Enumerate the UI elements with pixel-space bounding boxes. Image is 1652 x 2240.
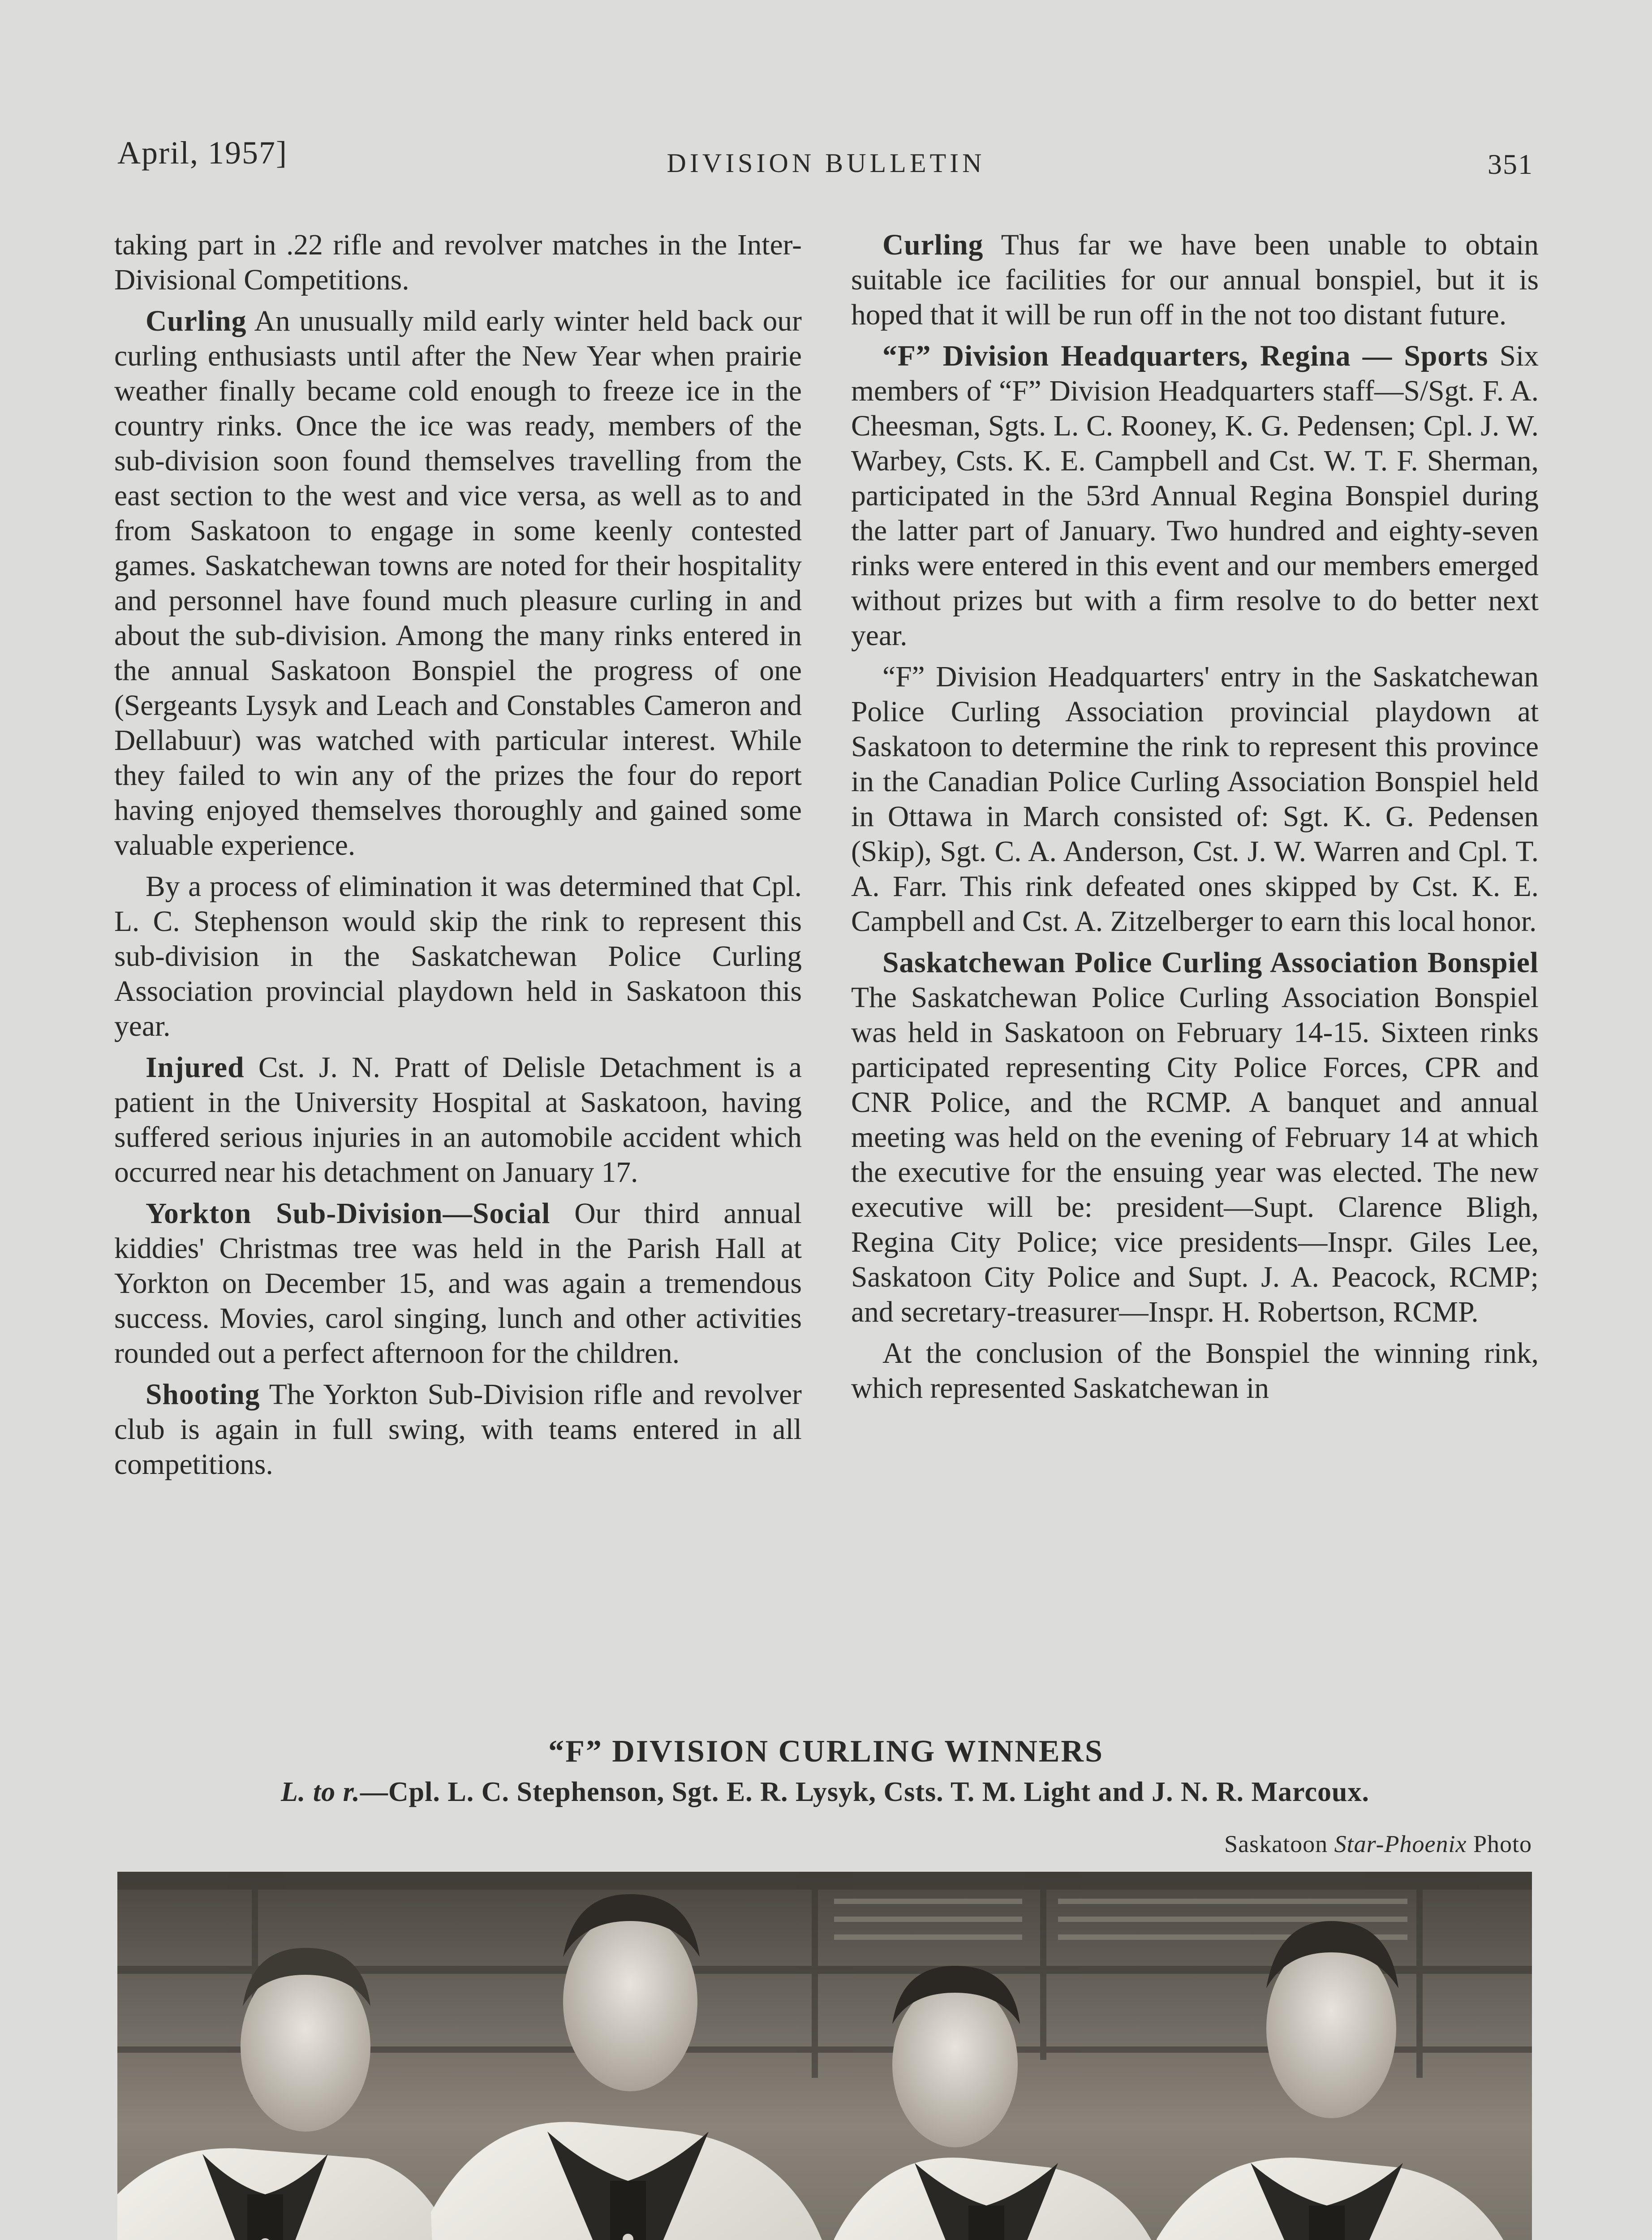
article-paragraph: [851, 659, 1539, 939]
paragraph-text: The Saskatchewan Police Curling Association Bonspiel was held in Saskatoon on February 14-15. Sixteen rinks participated representing City Police Forces, CPR and CNR Police, and the RCMP. A banquet and annual meeting was held on the evening of February 14 at which the executive for the ensuing year was elected. The new executive will be: president—Supt. Clarence Bligh, Regina City Police; vice presidents—Inspr. Giles Lee, Saskatoon City Police and Supt. J. A. Peacock, RCMP; and secretary-treasurer—Inspr. H. Robertson, RCMP.: [851, 982, 1539, 1328]
credit-source: Star-Phoenix: [1334, 1831, 1467, 1857]
run-in-heading: Curling: [146, 305, 247, 337]
photo-title: “F” DIVISION CURLING WINNERS: [548, 1734, 1104, 1769]
paragraph-text: By a process of elimination it was determined that Cpl. L. C. Stephenson would skip the rink to represent this sub-division in the Saskatchewan Police Curling Association provincial playdown held in Saskatoon this year.: [114, 870, 802, 1042]
right-column: [851, 228, 1539, 1412]
paragraph-text: The Yorkton Sub-Division rifle and revolver club is again in full swing, with teams entered in all competitions.: [114, 1378, 802, 1481]
running-head: [0, 134, 1652, 184]
run-in-heading: Injured: [146, 1051, 245, 1084]
article-paragraph: [851, 945, 1539, 1330]
article-paragraph: [114, 1050, 802, 1190]
run-in-heading: Saskatchewan Police Curling Association Bonspiel: [882, 947, 1539, 979]
paragraph-text: Our third annual kiddies' Christmas tree was held in the Parish Hall at Yorkton on December 15, and was again a tremendous success. Movies, carol singing, lunch and other activities rounded out a perfect afternoon for the children.: [114, 1198, 802, 1370]
photo-caption: [117, 1776, 1533, 1808]
paragraph-text: At the conclusion of the Bonspiel the winning rink, which represented Saskatchewan in: [851, 1337, 1539, 1404]
paragraph-text: Cst. J. N. Pratt of Delisle Detachment is a patient in the University Hospital at Saskatoon, having suffered serious injuries in an automobile accident which occurred near his detachment on January 17.: [114, 1051, 802, 1189]
credit-suffix: Photo: [1473, 1831, 1532, 1857]
article-paragraph: [851, 1336, 1539, 1406]
article-paragraph: [114, 1196, 802, 1371]
paragraph-text: Thus far we have been unable to obtain suitable ice facilities for our annual bonspiel, but it is hoped that it will be run off in the not too distant future.: [851, 229, 1539, 331]
paragraph-text: Six members of “F” Division Headquarters staff—S/Sgt. F. A. Cheesman, Sgts. L. C. Rooney, K. G. Pedensen; Cpl. J. W. Warbey, Csts. K. E. Campbell and Cst. W. T. F. Sherman, participated in the 53rd Annual Regina Bonspiel during the latter part of January. Two hundred and eighty-seven rinks were entered in this event and our members emerged without prizes but with a firm resolve to do better next year.: [851, 340, 1539, 652]
article-paragraph: [114, 228, 802, 297]
article-paragraph: [851, 228, 1539, 332]
left-column: [114, 228, 802, 1488]
article-paragraph: [114, 304, 802, 863]
paragraph-text: taking part in .22 rifle and revolver matches in the Inter-Divisional Competitions.: [114, 229, 802, 296]
photo-illustration: [117, 1872, 1532, 2240]
run-in-heading: Yorkton Sub-Division—Social: [146, 1198, 551, 1230]
issue-date: April, 1957]: [117, 135, 288, 171]
credit-place: Saskatoon: [1224, 1831, 1328, 1857]
paragraph-text: An unusually mild early winter held back our curling enthusiasts until after the New Year when prairie weather finally became cold enough to freeze ice in the country rinks. Once the ice was ready, members of the sub-division soon found themselves travelling from the east section to the west and vice versa, as well as to and from Saskatoon to engage in some keenly contested games. Saskatchewan towns are noted for their hospitality and personnel have found much pleasure curling in and about the sub-division. Among the many rinks entered in the annual Saskatoon Bonspiel the progress of one (Sergeants Lysyk and Leach and Constables Cameron and Dellabuur) was watched with particular interest. While they failed to win any of the prizes the four do report having enjoyed themselves thoroughly and gained some valuable experience.: [114, 305, 802, 862]
photo-credit: [1224, 1830, 1532, 1858]
paragraph-text: “F” Division Headquarters' entry in the Saskatchewan Police Curling Association provincial playdown at Saskatoon to determine the rink to represent this province in the Canadian Police Curling Association Bonspiel held in Ottawa in March consisted of: Sgt. K. G. Pedensen (Skip), Sgt. C. A. Anderson, Cst. J. W. Warren and Cpl. T. A. Farr. This rink defeated ones skipped by Cst. K. E. Campbell and Cst. A. Zitzelberger to earn this local honor.: [851, 661, 1539, 938]
publication-title: DIVISION BULLETIN: [667, 148, 985, 178]
run-in-heading: Curling: [882, 229, 984, 261]
run-in-heading: Shooting: [146, 1378, 260, 1411]
caption-prefix: L. to r.: [281, 1777, 360, 1807]
article-paragraph: [114, 1377, 802, 1482]
page-number: 351: [1488, 148, 1533, 180]
caption-names-text: —Cpl. L. C. Stephenson, Sgt. E. R. Lysyk, Csts. T. M. Light and J. N. R. Marcoux.: [360, 1777, 1369, 1807]
article-paragraph: [851, 339, 1539, 653]
curling-winners-photo: [117, 1872, 1532, 2240]
run-in-heading: “F” Division Headquarters, Regina — Sports: [882, 340, 1489, 372]
article-paragraph: [114, 869, 802, 1044]
